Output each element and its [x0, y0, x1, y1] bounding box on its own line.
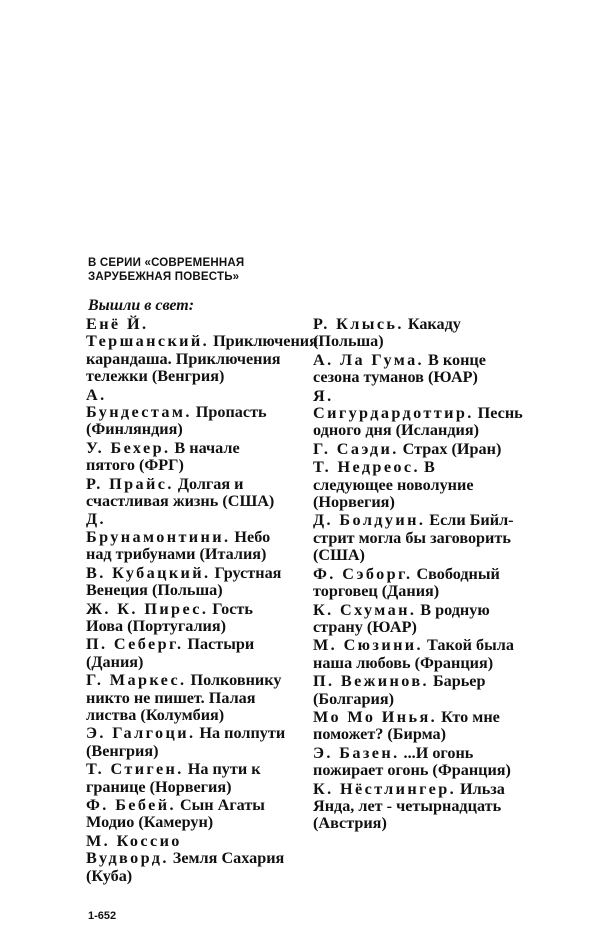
entry-title: В следующее новолуние (Норвегия) — [313, 458, 474, 512]
book-entry — [313, 441, 518, 458]
entry-title: На пути к границе (Норвегия) — [86, 760, 261, 796]
entry-author: Э. Базен. — [313, 743, 400, 762]
book-entry — [86, 476, 291, 511]
book-entry — [86, 601, 291, 636]
entry-title: Гость Иова (Португалия) — [86, 599, 253, 635]
entry-author: Мо Мо Инья. — [313, 707, 438, 726]
entry-title: В начале пятого (ФРГ) — [86, 438, 240, 475]
entry-title: Грустная Венеция (Польша) — [86, 563, 282, 600]
book-entry — [313, 781, 518, 833]
entry-title: Кто мне поможет? (Бирма) — [313, 707, 500, 744]
book-entry — [313, 352, 518, 387]
entry-title: Земля Сахария (Куба) — [86, 849, 285, 885]
right-column — [313, 315, 523, 834]
book-entry — [313, 709, 518, 744]
entry-title: Пропасть (Финляндия) — [86, 403, 267, 439]
entry-author: Г. Маркес. — [86, 671, 187, 690]
book-entry — [86, 565, 291, 600]
book-entry — [86, 511, 291, 563]
book-entry — [313, 459, 518, 511]
entry-author: Р. Прайс. — [86, 474, 174, 493]
entry-author: К. Схуман. — [313, 600, 417, 619]
entry-author: Р. Клысь. — [313, 315, 404, 333]
entry-author: Д. Болдуин. — [313, 511, 426, 530]
published-subheading: Вышли в свет: — [88, 297, 195, 314]
entry-title: Долгая и счастливая жизнь (США) — [86, 474, 275, 511]
entry-author: Ф. Бебей. — [86, 795, 176, 814]
entry-title: Какаду (Польша) — [313, 315, 461, 351]
entry-title: Если Бийл-стрит могла бы заговорить (США) — [313, 511, 514, 565]
book-entry — [86, 833, 291, 885]
entry-author: Э. Галгоци. — [86, 724, 196, 743]
book-entry — [86, 636, 291, 671]
entry-author: К. Нёстлингер. — [313, 779, 457, 798]
entry-title: Такой была наша любовь (Франция) — [313, 636, 514, 672]
entry-title: Приключения карандаша. Приключения тележки (Венгрия) — [86, 332, 318, 386]
entry-title: Барьер (Болгария) — [313, 672, 486, 708]
left-column — [86, 315, 318, 886]
entry-title: На полпути (Венгрия) — [86, 724, 286, 760]
book-entry — [313, 512, 518, 564]
signature-mark: 1-652 — [88, 910, 117, 922]
entry-title: Полковнику никто не пишет. Палая листва (Колумбия) — [86, 671, 282, 724]
entry-author: А. Ла Гума. — [313, 350, 425, 369]
series-header: В СЕРИИ «СОВРЕМЕННАЯ ЗАРУБЕЖНАЯ ПОВЕСТЬ» — [88, 257, 245, 283]
book-entry — [313, 566, 518, 601]
book-entry — [86, 440, 291, 475]
entry-author: Г. Саэди. — [313, 439, 399, 458]
book-entry — [313, 637, 518, 672]
book-entry — [86, 672, 291, 724]
entry-title: В родную страну (ЮАР) — [313, 600, 490, 636]
entry-title: Небо над трибунами (Италия) — [86, 527, 271, 564]
entry-author: Енё Й. Тершанский. — [86, 315, 210, 351]
entry-title: Свободный торговец (Дания) — [313, 564, 500, 601]
book-entry — [313, 745, 518, 780]
entry-author: А. Бундестам. — [86, 385, 192, 422]
entry-author: М. Сюзини. — [313, 636, 423, 655]
book-entry — [313, 316, 518, 351]
entry-author: М. Коссио Вудворд. — [86, 831, 182, 868]
entry-title: ...И огонь пожирает огонь (Франция) — [313, 743, 511, 780]
book-entry — [313, 673, 518, 708]
book-entry — [313, 602, 518, 637]
entry-author: П. Вежинов. — [313, 672, 429, 691]
entry-title: Песнь одного дня (Исландия) — [313, 404, 523, 440]
entry-author: У. Бехер. — [86, 438, 171, 457]
book-entry — [313, 386, 523, 440]
entry-author: В. Кубацкий. — [86, 563, 211, 582]
book-entry — [86, 761, 291, 796]
entry-title: Страх (Иран) — [402, 439, 502, 458]
book-entry — [86, 315, 318, 386]
entry-author: Т. Недреос. — [313, 458, 420, 477]
entry-author: П. Себерг. — [86, 635, 184, 654]
entry-author: Т. Стиген. — [86, 760, 184, 779]
entry-author: Ф. Сэборг. — [313, 564, 413, 583]
entry-title: В конце сезона туманов (ЮАР) — [313, 350, 486, 387]
entry-author: Я. Сигурдардоттир. — [313, 386, 474, 423]
entry-title: Пастыри (Дания) — [86, 635, 255, 671]
book-entry — [86, 725, 291, 760]
entry-title: Ильза Янда, лет - четырнадцать (Австрия) — [313, 779, 505, 833]
book-entry — [86, 797, 291, 832]
entry-author: Ж. К. Пирес. — [86, 599, 209, 618]
entry-title: Сын Агаты Модио (Камерун) — [86, 795, 265, 832]
entry-author: Д. Брунамонтини. — [86, 510, 231, 546]
book-entry — [86, 387, 291, 439]
